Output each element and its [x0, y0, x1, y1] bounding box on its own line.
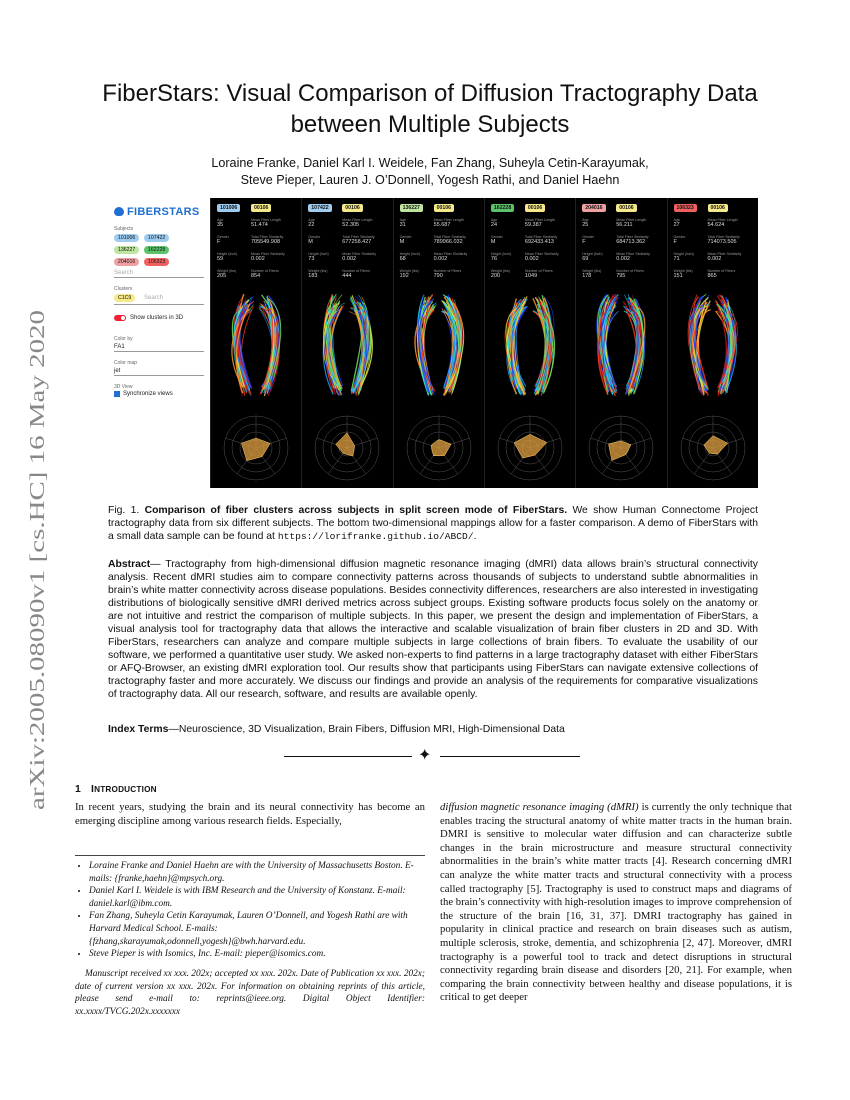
cluster-tag[interactable]: 00106	[342, 204, 362, 212]
stat-age	[400, 218, 406, 229]
color-by-underline	[114, 351, 204, 352]
stat-num-fibers	[251, 269, 279, 280]
stat-mean-fiber-length	[434, 218, 464, 229]
divider-star-icon: ✦	[418, 745, 432, 764]
stat-value: M	[490, 239, 496, 245]
stat-label: Number of Fibers	[342, 269, 371, 273]
stat-total-fiber-length	[434, 235, 466, 246]
stat-label: Mean Fiber Length	[251, 218, 282, 222]
radar-chart[interactable]	[580, 406, 662, 486]
section-number: 1	[75, 784, 81, 795]
stat-label: Age	[308, 218, 315, 222]
stat-mean-similarity	[616, 252, 650, 263]
manuscript-note: Manuscript received xx xxx. 202x; accepted xx xxx. 202x. Date of Publication xx xxx. 202x; date of current version xx xxx. 202x. For information on obtaining reprints of this article, please send e-mail to: reprints@ieee.org. Digital Object Identifier: xx.xxxx/TVCG.202x.xxxxxxx	[75, 969, 425, 1017]
stat-label: Number of Fibers	[707, 269, 736, 273]
divider-left	[284, 756, 412, 757]
stat-mean-fiber-length	[251, 218, 281, 229]
subject-tag[interactable]: 204016	[582, 204, 605, 212]
three-d-view-label: 3D View	[114, 384, 133, 390]
intro-right-text: is currently the only technique that enables tracing the structural anatomy of white matter tracts in the human brain. DMRI is sensitive to molecular water diffusion and can characterize subtle changes in the brain microstructure and measure structural connectivity abnormalities in the brain’s white matter tracts [4]. Research concerning dMRI can analyze the white matter tracts and structural connectivity with a process called tractography [5]. Tractography is used to construct maps and diagrams of the brain’s connectivity with high-resolution images to improve comprehension of the structure of the brain [16, 31, 37]. DMRI tractography has gained in popularity in clinical practice and research on brain diseases such as autism, multiple sclerosis, stroke, dementia, and schizophrenia [2, 47]. Moreover, dMRI tractography is a powerful tool to track and detect disruptions in structural connectivity regarding brain disease and disorders [20, 21]. For example, when comparing the brain connectivity between healthy and disease populations, it is critical to get deeper	[440, 801, 792, 1004]
stat-label: Age	[217, 218, 224, 222]
fiber-bundle-render[interactable]	[400, 290, 478, 400]
stat-value: M	[399, 239, 405, 245]
brain-icon	[114, 207, 124, 216]
stat-height	[400, 252, 420, 263]
intro-right-paragraph	[440, 801, 792, 1005]
stat-value: 51.474	[251, 222, 268, 228]
cluster-tag[interactable]: 00106	[525, 204, 545, 212]
stat-value: 55.687	[433, 222, 451, 228]
cluster-tag[interactable]: 00106	[251, 204, 271, 212]
caption-text: We show Human Connectome Project tractography data from six different subjects. The bottom two-dimensional mappings allow for a faster comparison. A demo of FiberStars with a small data sample can be found at	[108, 505, 759, 543]
color-map-underline	[114, 375, 204, 376]
stat-label: Age	[399, 218, 406, 222]
cluster-search-underline	[114, 304, 204, 305]
divider-right	[440, 756, 580, 757]
stat-label: Mean Fiber Length	[433, 218, 464, 222]
stat-total-fiber-length	[251, 235, 283, 246]
stat-mean-fiber-length	[616, 218, 646, 229]
stat-label: Height (inch)	[308, 252, 329, 256]
stat-value: 59	[217, 256, 224, 262]
teaser-figure	[108, 198, 758, 488]
stat-value: 790	[433, 273, 443, 279]
color-map-select[interactable]: jet	[114, 368, 121, 374]
stat-label: Weight (lbs)	[217, 269, 237, 273]
radar-shape	[514, 434, 547, 458]
stat-value: 1049	[524, 273, 538, 279]
fiber-bundle-render[interactable]	[217, 290, 295, 400]
radar-chart[interactable]	[672, 406, 754, 486]
stat-value: M	[308, 239, 313, 245]
footnote-item: • Steve Pieper is with Isomics, Inc. E-mail: pieper@isomics.com.	[89, 948, 425, 961]
stat-label: Height (inch)	[582, 252, 603, 256]
footnote-item: • Daniel Karl I. Weidele is with IBM Research and the University of Konstanz. E-mail: daniel.karl@ibm.com.	[89, 885, 425, 910]
stat-value: 0.002	[616, 256, 630, 262]
stat-label: Gender	[582, 235, 595, 239]
stat-label: Total Fiber Similarity	[616, 235, 649, 239]
section-heading	[75, 784, 157, 795]
stat-value: 200	[490, 273, 501, 279]
intro-left-column	[75, 801, 425, 828]
stat-mean-fiber-length	[708, 218, 738, 229]
stat-label: Mean Fiber Length	[616, 218, 647, 222]
stat-value: 25	[582, 222, 589, 228]
radar-chart[interactable]	[398, 406, 480, 486]
stat-value: 0.002	[251, 256, 265, 262]
stat-label: Gender	[490, 235, 503, 239]
app-sidebar	[108, 198, 210, 488]
stat-label: Gender	[399, 235, 412, 239]
stat-value: 54.624	[707, 222, 725, 228]
stat-label: Total Fiber Similarity	[433, 235, 466, 239]
stat-num-fibers	[708, 269, 736, 280]
stat-label: Mean Fiber Length	[524, 218, 556, 222]
stat-mean-similarity	[434, 252, 468, 263]
stat-value: 865	[707, 273, 717, 279]
stat-label: Weight (lbs)	[582, 269, 602, 273]
stat-value: 56.211	[616, 222, 633, 228]
stat-label: Age	[673, 218, 680, 222]
subject-panel	[575, 198, 665, 488]
subject-chip[interactable]: 162228	[144, 246, 169, 254]
color-by-select[interactable]: FA1	[114, 344, 125, 350]
author-line-1: Loraine Franke, Daniel Karl I. Weidele, Fan Zhang, Suheyla Cetin-Karayumak,	[211, 156, 649, 170]
radar-chart[interactable]	[306, 406, 388, 486]
index-terms-text: Neuroscience, 3D Visualization, Brain Fibers, Diffusion MRI, High-Dimensional Data	[178, 724, 565, 735]
subject-panel	[393, 198, 483, 488]
stat-label: Number of Fibers	[251, 269, 279, 273]
radar-shape	[703, 436, 727, 454]
app-name: FIBERSTARS	[127, 206, 200, 218]
stat-value: 24	[490, 222, 498, 228]
author-list	[80, 155, 780, 189]
cluster-chip[interactable]: C1C9	[114, 294, 135, 302]
color-map-label: Color map	[114, 360, 138, 366]
stat-gender	[400, 235, 412, 246]
stat-label: Mean Fiber Similarity	[707, 252, 742, 256]
stat-mean-similarity	[525, 252, 559, 263]
caption-end: .	[473, 531, 477, 543]
stat-value: 31	[399, 222, 406, 228]
radar-chart[interactable]	[489, 406, 571, 486]
stat-weight	[308, 269, 327, 280]
arxiv-stamp-text: arXiv:2005.08090v1 [cs.HC] 16 May 2020	[25, 447, 49, 810]
stat-value: 59.387	[524, 222, 542, 228]
stat-label: Total Fiber Similarity	[524, 235, 558, 239]
stat-label: Total Fiber Similarity	[707, 235, 740, 239]
stat-total-fiber-length	[525, 235, 557, 246]
fiber-bundle-render[interactable]	[582, 290, 660, 400]
intro-paragraph: In recent years, studying the brain and its neural connectivity has become an emerging discipline among various research fields. Especially,	[75, 801, 425, 827]
section-title: INTRODUCTION	[90, 784, 157, 795]
stat-value: 714073.505	[707, 239, 737, 245]
stat-value: 0.002	[433, 256, 448, 262]
subject-tag[interactable]: 106323	[674, 204, 697, 212]
stat-age	[217, 218, 223, 229]
stat-label: Gender	[308, 235, 321, 239]
footnote-item: • Fan Zhang, Suheyla Cetin Karayumak, Lauren O’Donnell, and Yogesh Rathi are with Harvard Medical School. E-mails: {fzhang,skarayumak,odonnell,yogesh}@bwh.harvard.edu.	[89, 910, 425, 948]
stat-label: Weight (lbs)	[673, 269, 693, 273]
stat-label: Weight (lbs)	[490, 269, 510, 273]
radar-shape	[241, 438, 270, 461]
subject-chip[interactable]: 106323	[144, 258, 169, 266]
stat-value: 795	[616, 273, 626, 279]
stat-value: 854	[251, 273, 261, 279]
subject-chip[interactable]: 101006	[114, 234, 139, 242]
footnote-list	[75, 860, 425, 961]
radar-shape	[336, 433, 355, 456]
stat-label: Weight (lbs)	[399, 269, 419, 273]
stat-label: Age	[582, 218, 589, 222]
cluster-tag[interactable]: 00106	[616, 204, 636, 212]
stat-value: 22	[308, 222, 315, 228]
stat-label: Number of Fibers	[524, 269, 553, 273]
stat-value: 73	[308, 256, 315, 262]
stat-value: 52.305	[342, 222, 360, 228]
stat-mean-fiber-length	[525, 218, 555, 229]
radar-shape	[609, 441, 632, 461]
subject-chip[interactable]: 107422	[144, 234, 169, 242]
index-terms-label: Index Terms	[108, 724, 169, 735]
subject-panel	[301, 198, 391, 488]
index-terms: Index Terms—Neuroscience, 3D Visualization, Brain Fibers, Diffusion MRI, High-Dimensional Data	[108, 724, 565, 735]
cluster-tag[interactable]: 00106	[708, 204, 728, 212]
stat-value: 71	[673, 256, 680, 262]
stat-gender	[491, 235, 503, 246]
abstract-text: Tractography from high-dimensional diffusion magnetic resonance imaging (dMRI) data allows brain’s structural connectivity analysis. Recent dMRI studies aim to compare connectivity patterns across thousands of subjects to understand subtle abnormalities in brain’s white matter connectivity across disease populations. Besides connectivity differences, researchers are also interested in investigating distributions of biologically sensitive dMRI derived metrics across subject groups. Existing software products focus solely on the anatomy or are not intuitive and restrict the comparison of multiple subjects. In this paper, we present the design and implementation of FiberStars, a visual analysis tool for tractography data that allows the interactive and scalable visualization of brain fiber clusters in 2D and 3D. With FiberStars, researchers can analyze and compare multiple subjects in large collections of brain fibers. To evaluate the usability of our software, we performed a quantitative user study. We asked non-experts to find patterns in a large tractography dataset with either FiberStars or AFQ-Browser, an existing dMRI exploration tool. Our results show that participants using FiberStars can navigate extensive collections of tractography faster and more accurately. We discuss our findings and provide an analysis of the requirements for comparative visualizations of tractography data. All our research, software, and results are available openly.	[108, 559, 758, 700]
stat-value: 151	[673, 273, 683, 279]
stat-value: 692433.413	[524, 239, 554, 245]
stat-value: 705549.908	[251, 239, 281, 245]
stat-height	[308, 252, 328, 263]
stat-value: 76	[490, 256, 498, 262]
stat-label: Gender	[673, 235, 686, 239]
stat-weight	[491, 269, 510, 280]
subject-tag[interactable]: 136227	[400, 204, 423, 212]
stat-label: Height (inch)	[490, 252, 512, 256]
stat-label: Mean Fiber Similarity	[342, 252, 377, 256]
stat-value: 27	[673, 222, 680, 228]
stat-mean-similarity	[342, 252, 376, 263]
stat-value: 68	[399, 256, 406, 262]
stat-mean-similarity	[251, 252, 285, 263]
stat-label: Gender	[217, 235, 229, 239]
stat-weight	[674, 269, 693, 280]
stat-gender	[582, 235, 594, 246]
stat-value: 183	[308, 273, 318, 279]
stat-label: Mean Fiber Length	[342, 218, 373, 222]
stat-num-fibers	[434, 269, 462, 280]
abstract-label: Abstract	[108, 559, 151, 570]
fiber-bundle-render[interactable]	[674, 290, 752, 400]
intro-right-italic: diffusion magnetic resonance imaging (dMRI)	[440, 801, 639, 813]
stat-value: F	[582, 239, 586, 245]
stat-height	[491, 252, 511, 263]
author-line-2: Steve Pieper, Lauren J. O’Donnell, Yogesh Rathi, and Daniel Haehn	[240, 173, 620, 187]
stat-total-fiber-length	[708, 235, 740, 246]
clusters-label: Clusters	[114, 286, 133, 292]
app-logo	[114, 206, 199, 218]
subject-tag[interactable]: 101006	[217, 204, 240, 212]
stat-value: F	[217, 239, 221, 245]
subject-panel	[210, 198, 300, 488]
footnote-item: • Loraine Franke and Daniel Haehn are with the University of Massachusetts Boston. E-mails: {franke,haehn}@mpsych.org.	[89, 860, 425, 885]
stat-height	[674, 252, 694, 263]
subject-tag[interactable]: 107422	[308, 204, 331, 212]
cluster-tag[interactable]: 00106	[434, 204, 454, 212]
stat-gender	[674, 235, 686, 246]
stat-label: Weight (lbs)	[308, 269, 328, 273]
affiliation-footnotes	[75, 855, 425, 961]
stat-label: Height (inch)	[673, 252, 694, 256]
caption-bold: Comparison of fiber clusters across subjects in split screen mode of FiberStars.	[144, 505, 568, 516]
subject-panel	[667, 198, 757, 488]
stat-value: 178	[582, 273, 592, 279]
demo-link[interactable]: https://lorifranke.github.io/ABCD/	[277, 531, 474, 543]
fiber-bundle-render[interactable]	[491, 290, 569, 400]
stat-num-fibers	[616, 269, 644, 280]
subject-panel	[484, 198, 574, 488]
stat-label: Number of Fibers	[616, 269, 644, 273]
abstract: Abstract— Tractography from high-dimensional diffusion magnetic resonance imaging (dMRI) data allows brain’s structural connectivity analysis. Recent dMRI studies aim to compare connectivity patterns across thousands of subjects to understand subtle abnormalities in brain’s white matter connectivity across disease populations. Besides connectivity differences, researchers are also interested in investigating distributions of biologically sensitive dMRI derived metrics across subject groups. Existing software products focus solely on the anatomy or are not intuitive and restrict the comparison of multiple subjects. In this paper, we present the design and implementation of FiberStars, a visual analysis tool for tractography data that allows the interactive and scalable visualization of brain fiber clusters in 2D and 3D. With FiberStars, researchers can analyze and compare multiple subjects in large collections of brain fibers. To evaluate the usability of our software, we performed a quantitative user study. We asked non-experts to find patterns in a large tractography dataset with either FiberStars or AFQ-Browser, an existing dMRI exploration tool. Our results show that participants using FiberStars can navigate extensive collections of tractography faster and more accurately. We discuss our findings and provide an analysis of the requirements for comparative visualizations of tractography data. All our research, software, and results are available openly.	[108, 559, 758, 700]
stat-num-fibers	[525, 269, 553, 280]
stat-value: 205	[217, 273, 227, 279]
stat-age	[674, 218, 680, 229]
stat-label: Mean Fiber Similarity	[524, 252, 559, 256]
stat-num-fibers	[342, 269, 370, 280]
stat-label: Total Fiber Similarity	[342, 235, 375, 239]
caption-label: Fig. 1.	[108, 505, 140, 516]
stat-value: F	[673, 239, 677, 245]
color-by-label: Color by	[114, 336, 133, 342]
subject-chip[interactable]: 136227	[114, 246, 139, 254]
show-clusters-toggle[interactable]	[114, 315, 126, 321]
stat-label: Height (inch)	[217, 252, 238, 256]
intro-right-column	[440, 801, 792, 1005]
stat-value: 789966.032	[433, 239, 463, 245]
subject-search-underline	[114, 277, 204, 278]
stat-age	[491, 218, 497, 229]
stat-gender	[308, 235, 320, 246]
synchronize-checkbox[interactable]	[114, 391, 120, 397]
show-clusters-label: Show clusters in 3D	[130, 315, 184, 321]
stat-label: Mean Fiber Similarity	[433, 252, 468, 256]
stat-value: 444	[342, 273, 352, 279]
stat-value: 69	[582, 256, 589, 262]
subject-chip[interactable]: 204016	[114, 258, 139, 266]
cluster-search[interactable]: Search	[144, 295, 164, 301]
subjects-label: Subjects	[114, 226, 134, 232]
stat-value: 35	[217, 222, 224, 228]
stat-height	[217, 252, 237, 263]
stat-weight	[582, 269, 601, 280]
stat-height	[582, 252, 602, 263]
stat-label: Mean Fiber Similarity	[251, 252, 285, 256]
stat-value: 0.002	[342, 256, 357, 262]
stat-weight	[400, 269, 419, 280]
stat-weight	[217, 269, 236, 280]
stat-value: 192	[399, 273, 409, 279]
synchronize-label: Synchronize views	[123, 391, 173, 397]
stat-label: Number of Fibers	[433, 269, 462, 273]
stat-total-fiber-length	[342, 235, 374, 246]
stat-label: Mean Fiber Length	[707, 218, 738, 222]
radar-chart[interactable]	[215, 406, 297, 486]
stat-value: 677258.427	[342, 239, 372, 245]
stat-label: Total Fiber Similarity	[251, 235, 284, 239]
stat-age	[308, 218, 314, 229]
stat-label: Age	[490, 218, 498, 222]
subject-tag[interactable]: 162228	[491, 204, 514, 212]
fiber-bundle-render[interactable]	[308, 290, 386, 400]
figure-caption	[108, 504, 758, 544]
stat-mean-similarity	[708, 252, 742, 263]
stat-value: 0.002	[707, 256, 722, 262]
stat-total-fiber-length	[616, 235, 648, 246]
subject-search[interactable]: Search	[114, 270, 134, 276]
stat-gender	[217, 235, 229, 246]
stat-mean-fiber-length	[342, 218, 372, 229]
arxiv-stamp	[8, 300, 58, 820]
stat-label: Height (inch)	[399, 252, 420, 256]
stat-label: Mean Fiber Similarity	[616, 252, 650, 256]
stat-value: 0.002	[524, 256, 539, 262]
paper-title: FiberStars: Visual Comparison of Diffusion Tractography Data between Multiple Subjects	[102, 80, 758, 138]
stat-age	[582, 218, 588, 229]
stat-value: 684713.362	[616, 239, 646, 245]
